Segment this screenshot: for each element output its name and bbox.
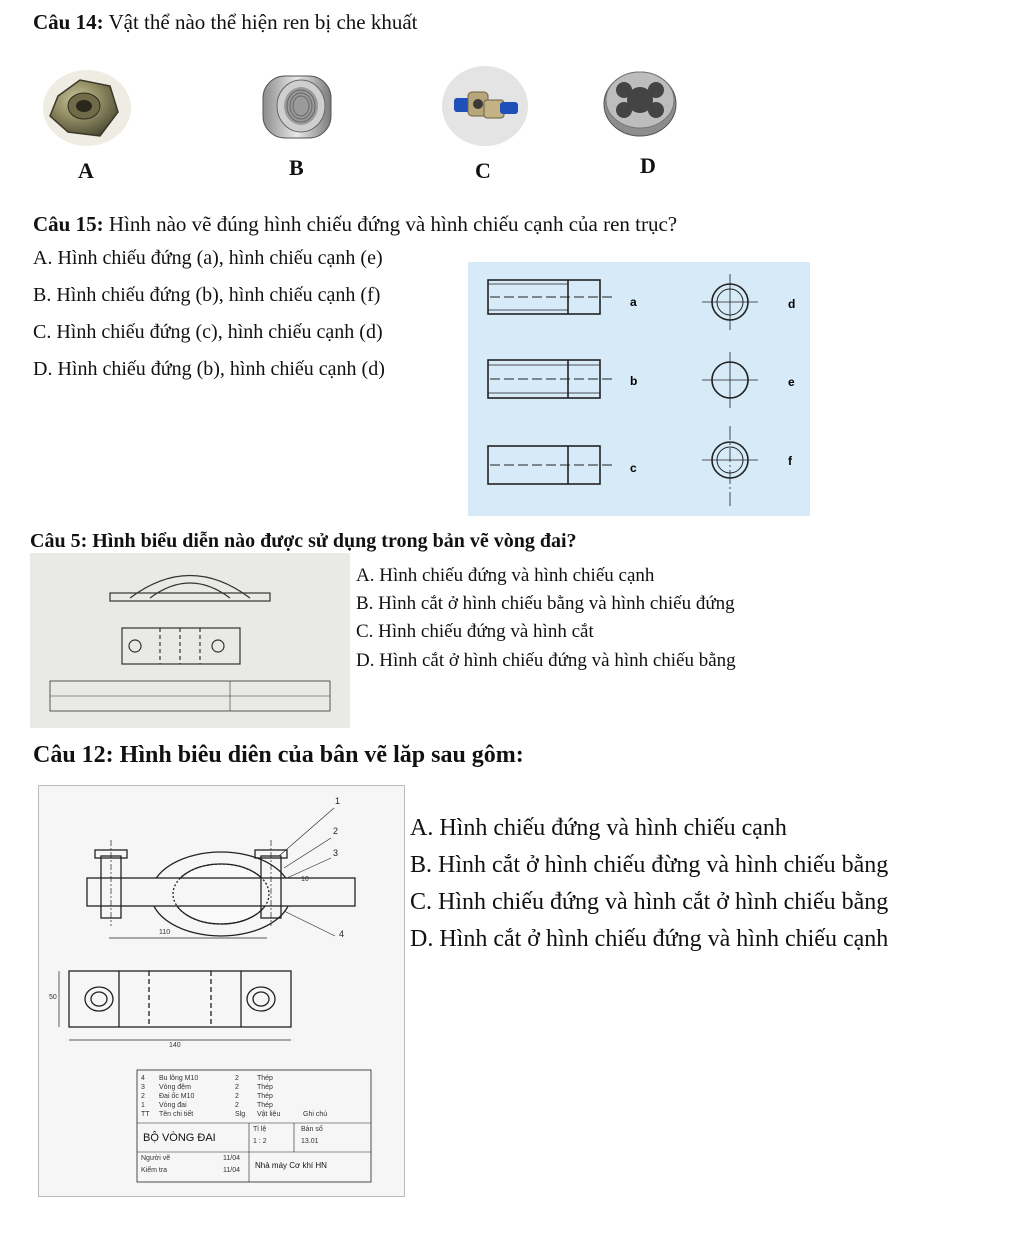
header-no: TT [141,1111,150,1118]
parts-row [141,1074,369,1083]
part-material: Thép [257,1075,273,1082]
q12-option-a: A. Hình chiếu đứng và hình chiếu cạnh [410,815,787,841]
q14-label-b: B [289,155,304,180]
q5-band-drawing [30,553,350,728]
q14-number: Câu 14: [33,10,104,34]
q12-title: Câu 12: Hình biêu diên của bân vẽ lăp sau gôm: [33,742,524,768]
q12-assembly-drawing [38,785,405,1197]
q14-text: Vật thể nào thể hiện ren bị che khuất [108,10,418,34]
part-no: 3 [141,1084,145,1091]
callout-3: 3 [333,848,339,858]
header-note: Ghi chú [303,1111,328,1118]
title-block-title: BỘ VÒNG ĐAI [143,1132,216,1144]
part-qty: 2 [235,1102,239,1109]
part-material: Thép [257,1093,273,1100]
dim-length: 140 [169,1042,181,1049]
label-b: b [630,374,638,388]
q12-option-b: B. Hình cắt ở hình chiếu đừng và hình chiếu bằng [410,852,889,878]
q5-option-b: B. Hình cắt ở hình chiếu bằng và hình chiếu đứng [356,593,735,614]
q5-option-c: C. Hình chiếu đứng và hình cắt [356,621,594,642]
parts-row [141,1092,369,1101]
part-name: Vòng đệm [159,1084,191,1091]
parts-header [141,1110,369,1119]
q15-option-c: C. Hình chiếu đứng (c), hình chiếu cạnh (d) [33,321,383,343]
callout-4: 4 [339,929,345,939]
part-name: Vòng đai [159,1102,187,1109]
q5-option-d: D. Hình cắt ở hình chiếu đứng và hình chiếu bằng [356,650,736,671]
q15-option-b: B. Hình chiếu đứng (b), hình chiếu cạnh (f) [33,284,381,306]
part-qty: 2 [235,1093,239,1100]
q14-image-a [40,66,135,151]
dim-side: 10 [301,876,309,883]
header-material: Vật liệu [257,1111,281,1118]
scale-value: 1 : 2 [253,1138,267,1145]
part-name: Đai ốc M10 [159,1093,195,1100]
q15-heading [33,212,677,237]
header-qty: Slg [235,1111,246,1118]
header-name: Tên chi tiết [159,1111,194,1118]
label-c: c [630,461,637,475]
part-no: 4 [141,1075,145,1082]
label-f: f [788,454,792,468]
part-name: Bu lông M10 [159,1075,199,1082]
part-material: Thép [257,1084,273,1091]
sheet-label: Bản số [301,1126,323,1133]
q14-image-b [255,68,340,148]
drawer-label: Người vẽ [141,1155,171,1162]
diagram-background [468,262,810,516]
q12-option-d: D. Hình cắt ở hình chiếu đứng và hình chiếu cạnh [410,926,889,952]
company-name: Nhà máy Cơ khí HN [255,1161,327,1170]
part-no: 2 [141,1093,145,1100]
q14-heading [33,10,418,35]
checker-date: 11/04 [223,1167,240,1174]
callout-2: 2 [333,826,339,836]
drawer-date: 11/04 [223,1155,240,1162]
dim-width: 110 [159,929,171,936]
label-e: e [788,375,795,389]
scale-label: Tỉ lệ [253,1126,267,1133]
q5-title: Câu 5: Hình biểu diễn nào được sử dụng trong bản vẽ vòng đai? [30,530,577,552]
dim-height: 50 [49,994,57,1001]
callout-1: 1 [335,796,341,806]
parts-row [141,1083,369,1092]
sheet-value: 13.01 [301,1138,319,1145]
part-qty: 2 [235,1075,239,1082]
q14-label-a: A [78,158,94,183]
q14-image-d [600,68,680,140]
q15-option-a: A. Hình chiếu đứng (a), hình chiếu cạnh (e) [33,247,383,269]
part-material: Thép [257,1102,273,1109]
q15-text: Hình nào vẽ đúng hình chiếu đứng và hình chiếu cạnh của ren trục? [108,212,678,236]
q15-thread-diagram [468,262,810,516]
label-d: d [788,297,796,311]
parts-list [141,1074,369,1119]
parts-row [141,1101,369,1110]
q12-option-c: C. Hình chiếu đứng và hình cắt ở hình chiếu bằng [410,889,889,915]
q14-label-c: C [475,158,491,183]
q15-option-d: D. Hình chiếu đứng (b), hình chiếu cạnh (d) [33,358,385,380]
part-qty: 2 [235,1084,239,1091]
label-a: a [630,295,637,309]
part-no: 1 [141,1102,145,1109]
q5-option-a: A. Hình chiếu đứng và hình chiếu cạnh [356,565,655,586]
q14-image-c [440,62,530,147]
q15-number: Câu 15: [33,212,104,236]
q14-label-d: D [640,153,656,178]
checker-label: Kiểm tra [141,1167,168,1174]
